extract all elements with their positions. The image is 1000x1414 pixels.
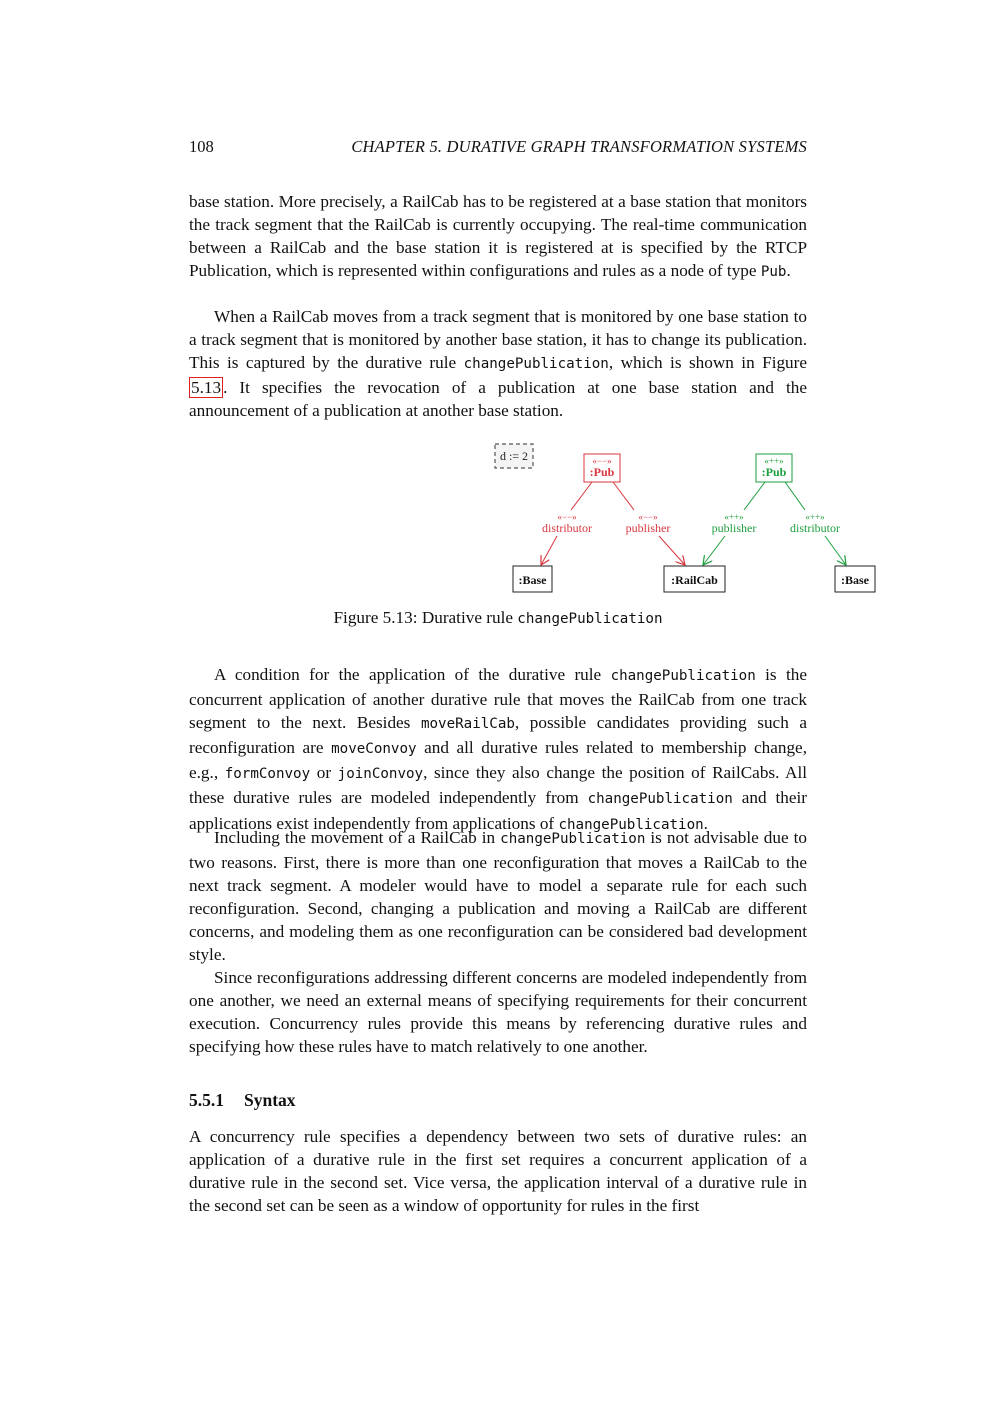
page-number: 108 bbox=[189, 137, 214, 156]
pub-deleted-stereotype: «−−» bbox=[592, 456, 612, 466]
railcab-label: :RailCab bbox=[671, 573, 718, 587]
edge-distributor-deleted-lower bbox=[541, 536, 557, 565]
section-number: 5.5.1 bbox=[189, 1090, 224, 1110]
edge-label-stereotype: «−−» bbox=[557, 512, 577, 522]
caption-code: changePublication bbox=[517, 611, 663, 627]
paragraph-2: When a RailCab moves from a track segment that is monitored by one base station to a track segment that is monitored by another base station, it has to change its publication. This is captured by the durative rule changePublication, which is shown in Figure 5.13 . It specifies the revocation of a publication at one base station and the announcement of a publication at another base station. bbox=[189, 307, 808, 421]
edge-publisher-created-upper bbox=[744, 482, 765, 510]
edge-publisher-created-lower bbox=[703, 536, 725, 565]
pub-created-label: :Pub bbox=[761, 465, 787, 479]
pub-deleted-label: :Pub bbox=[589, 465, 615, 479]
running-header bbox=[189, 137, 807, 159]
paragraph-5: Since reconfigurations addressing different concerns are modeled independently from one another, we need an external means of specifying requirements for their concurrent execution. Concurrency rules provide this means by referencing durative rules and specifying how these rules have to match relatively to one another. bbox=[189, 968, 807, 1057]
figure-5-13 bbox=[489, 438, 889, 598]
paragraph-4: Including the movement of a RailCab in changePublication is not advisable due to two reasons. First, there is more than one reconfiguration that moves a RailCab to the next track segment. A modeler would have to model a separate rule for each such reconfiguration. Second, changing a publication and moving a RailCab are different concerns, and modeling them as one reconfiguration can be considered bad development style. bbox=[189, 828, 807, 965]
figure-reference-link[interactable]: 5.13 bbox=[191, 378, 222, 398]
paragraph-3: A condition for the application of the durative rule changePublication is the concurrent application of another durative rule that moves the RailCab from one track segment to the next. Besides moveRailCab, possible candidates providing such a reconfiguration are moveConvoy and all durative rules related to membership change, e.g., formConvoy or joinConvoy, since they also change the position of RailCabs. All these durative rules are modeled independently from changePublication and their applications exist independently from applications of changePublication. bbox=[189, 665, 808, 833]
edge-publisher-deleted-lower bbox=[659, 536, 685, 565]
edge-distributor-created-lower bbox=[825, 536, 846, 565]
base-left-label: :Base bbox=[518, 573, 547, 587]
edge-label-stereotype: «−−» bbox=[638, 512, 658, 522]
pub-created-stereotype: «++» bbox=[764, 456, 784, 466]
base-right-label: :Base bbox=[841, 573, 869, 587]
edge-publisher-deleted-upper bbox=[613, 482, 634, 510]
edge-label-stereotype: «++» bbox=[805, 512, 825, 522]
rule-diagram bbox=[489, 438, 889, 598]
edge-label-publisher-deleted: publisher bbox=[625, 521, 671, 535]
chapter-title: CHAPTER 5. DURATIVE GRAPH TRANSFORMATION SYSTEMS bbox=[351, 137, 807, 156]
edge-distributor-created-upper bbox=[785, 482, 805, 510]
edge-label-publisher-created: publisher bbox=[711, 521, 757, 535]
section-title: Syntax bbox=[244, 1090, 296, 1110]
code-pub: Pub bbox=[760, 264, 787, 281]
section-heading bbox=[189, 1090, 296, 1111]
paragraph-6: A concurrency rule specifies a dependency between two sets of durative rules: an application of a durative rule in the first set requires a concurrent application of a durative rule in the second set. Vice versa, the application interval of a durative rule in the second set can be seen as a window of opportunity for rules in the first bbox=[189, 1127, 807, 1216]
edge-label-distributor-created: distributor bbox=[790, 521, 840, 535]
code-changePublication: changePublication bbox=[463, 356, 609, 373]
figure-caption: Figure 5.13: Durative rule changePublication bbox=[333, 608, 663, 627]
edge-label-stereotype: «++» bbox=[724, 512, 744, 522]
edge-label-distributor-deleted: distributor bbox=[542, 521, 592, 535]
duration-label: d := 2 bbox=[499, 449, 529, 463]
paragraph-1: base station. More precisely, a RailCab has to be registered at a base station that monitors the track segment that the RailCab is currently occupying. The real-time communication between a RailCab and the base station it is registered at is specified by the RTCP Publication, which is represented within configurations and rules as a node of type Pub. bbox=[189, 192, 807, 281]
edge-distributor-deleted-upper bbox=[571, 482, 592, 510]
